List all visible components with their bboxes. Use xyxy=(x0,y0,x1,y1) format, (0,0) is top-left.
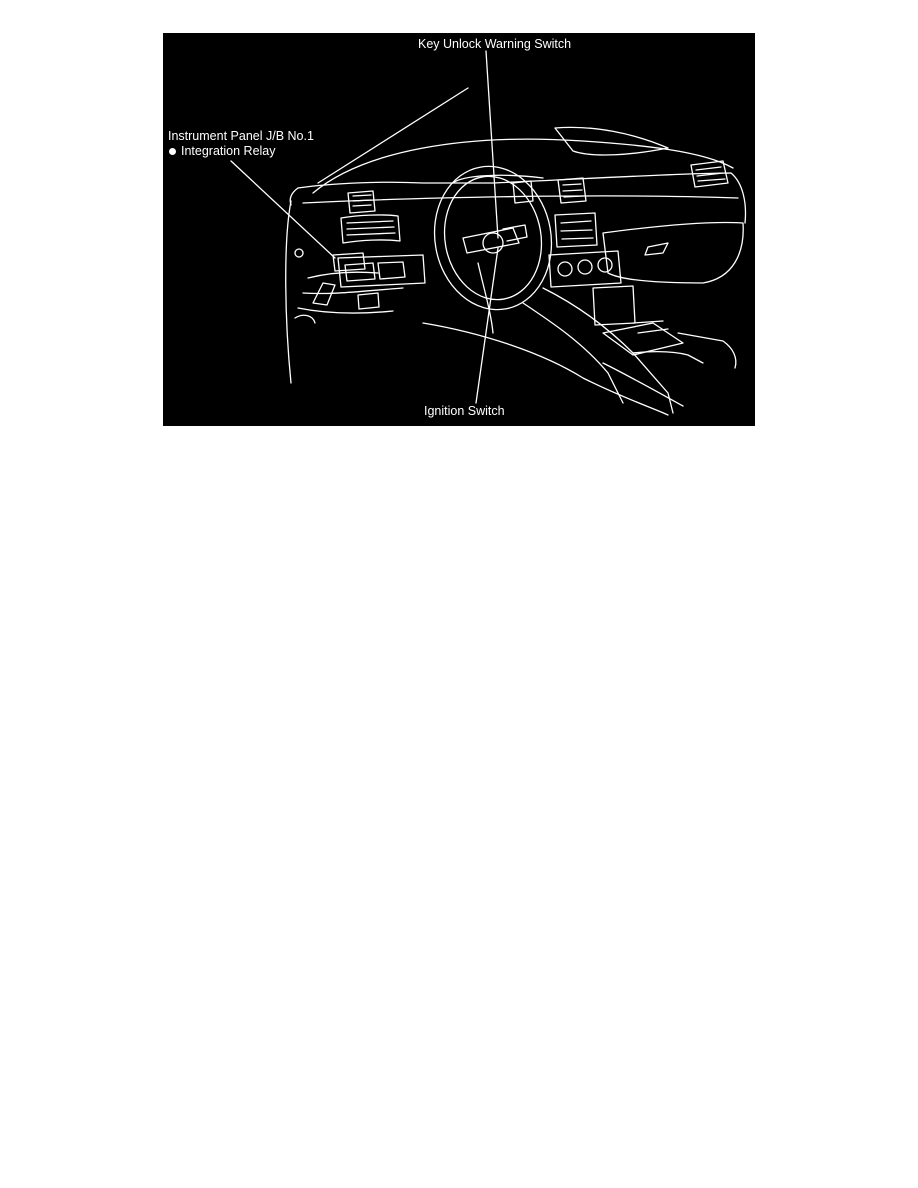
label-key-unlock-warning-switch: Key Unlock Warning Switch xyxy=(418,37,572,51)
dashboard-diagram xyxy=(163,33,755,426)
leader-ipjb xyxy=(231,161,335,258)
bullet-icon xyxy=(169,148,176,155)
label-integration-relay: Integration Relay xyxy=(181,144,276,158)
label-ignition-switch: Ignition Switch xyxy=(424,404,505,418)
label-instrument-panel-jb: Instrument Panel J/B No.1 xyxy=(168,129,314,143)
label-integration-relay-row xyxy=(168,144,276,158)
dashboard-line-drawing xyxy=(163,33,755,426)
leader-key-unlock xyxy=(486,51,498,238)
